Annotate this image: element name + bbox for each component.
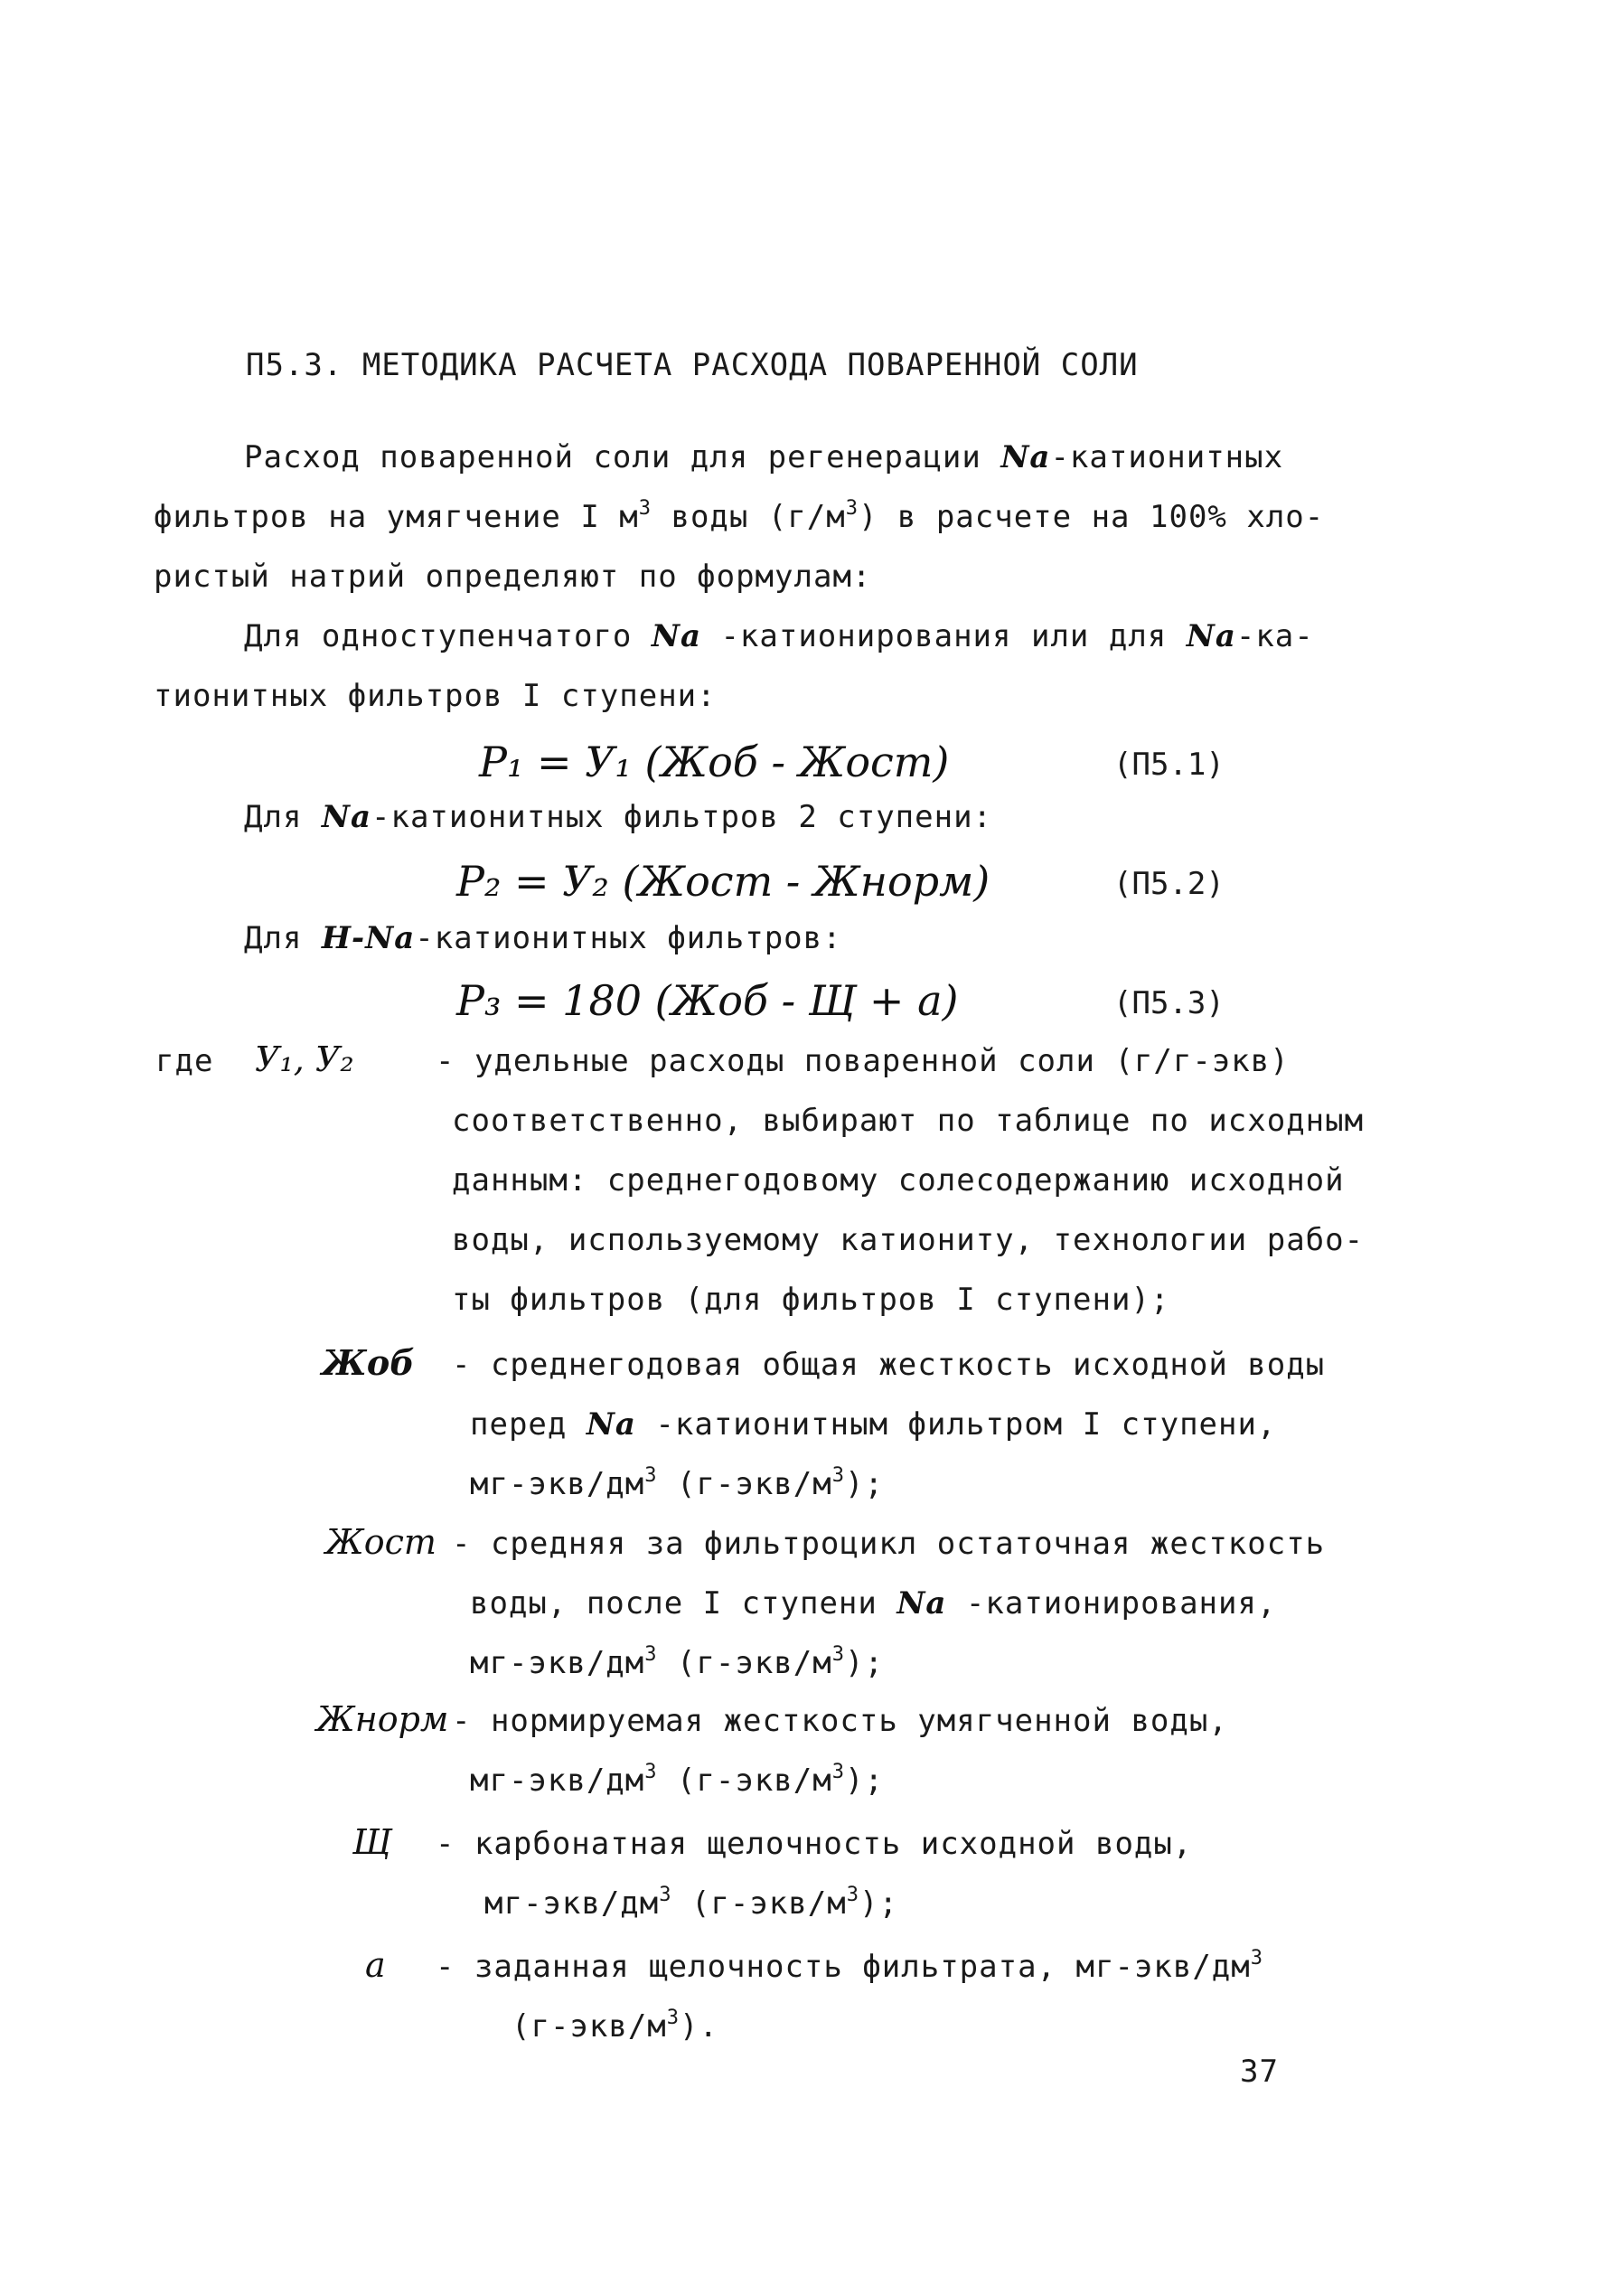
case1-line-1: Для одноступенчатого Na -катионирования или для Na-ка- xyxy=(244,618,1314,654)
definition-line: данным: среднегодовому солесодержанию исходной xyxy=(452,1162,1345,1199)
definition-line: - средняя за фильтроцикл остаточная жесткость xyxy=(452,1526,1326,1562)
na-symbol: Na xyxy=(651,618,701,654)
formula-1-number: (П5.1) xyxy=(1113,747,1225,783)
definition-line: воды, после I ступени Na -катионирования, xyxy=(470,1585,1277,1622)
na-symbol: Na xyxy=(1186,618,1236,654)
units-line: $мг-экв/дм^3$ $(г-экв/м^3)$; xyxy=(470,1464,884,1502)
na-symbol: Na xyxy=(1000,439,1051,475)
definition-line: - удельные расходы поваренной соли (г/г-экв) xyxy=(436,1043,1290,1079)
definition-line: соответственно, выбирают по таблице по исходным xyxy=(452,1103,1365,1139)
intro-line-1: Расход поваренной соли для регенерации Na-катионитных xyxy=(244,439,1284,475)
units-line: $мг-экв/дм^3$ $(г-экв/м^3)$; xyxy=(470,1761,884,1799)
formula-3: P₃ = 180 (Жоб - Щ + a) xyxy=(456,976,959,1025)
alkalinity-symbol: Щ xyxy=(352,1822,392,1862)
page-number: 37 xyxy=(1240,2054,1279,2090)
units-line: $(г-экв/м^3)$. xyxy=(512,2007,718,2045)
definition-line: воды, используемому катиониту, технологии рабо- xyxy=(452,1222,1365,1258)
definition-line: - карбонатная щелочность исходной воды, xyxy=(436,1826,1193,1862)
case1-line-2: тионитных фильтров I ступени: xyxy=(154,678,717,714)
definition-line: ты фильтров (для фильтров I ступени); xyxy=(452,1282,1170,1318)
na-symbol: Na xyxy=(586,1406,636,1443)
case2-line: Для Na-катионитных фильтров 2 ступени: xyxy=(244,799,993,835)
normative-hardness-symbol: Жнорм xyxy=(316,1699,449,1739)
specific-consumption-symbol: У₁, У₂ xyxy=(255,1039,354,1079)
filtrate-alkalinity-symbol: a xyxy=(365,1945,386,1985)
intro-line-3: ристый натрий определяют по формулам: xyxy=(154,559,872,595)
total-hardness-symbol: Жоб xyxy=(322,1342,415,1383)
formula-2: P₂ = У₂ (Жост - Жнорм) xyxy=(456,857,990,906)
where-label: где xyxy=(155,1043,214,1079)
residual-hardness-symbol: Жост xyxy=(325,1522,437,1562)
h-na-symbol: H-Na xyxy=(321,920,416,956)
intro-line-2: фильтров на умягчение I $м^3$ воды $(г/м^3)$ в расчете на 100% хло- xyxy=(154,497,1325,535)
section-heading: П5.3. МЕТОДИКА РАСЧЕТА РАСХОДА ПОВАРЕННОЙ СОЛИ xyxy=(246,347,1139,383)
definition-line: перед Na -катионитным фильтром I ступени, xyxy=(470,1406,1277,1443)
definition-line: - заданная щелочность фильтрата, $мг-экв/дм^3$ xyxy=(436,1947,1263,1985)
case3-line: Для H-Na-катионитных фильтров: xyxy=(244,920,842,956)
na-symbol: Na xyxy=(321,799,371,835)
units-line: $мг-экв/дм^3$ $(г-экв/м^3)$; xyxy=(470,1643,884,1681)
formula-3-number: (П5.3) xyxy=(1113,985,1225,1021)
formula-1: P₁ = У₁ (Жоб - Жост) xyxy=(479,738,950,786)
units-line: $мг-экв/дм^3$ $(г-экв/м^3)$; xyxy=(484,1884,898,1922)
formula-2-number: (П5.2) xyxy=(1113,866,1225,902)
definition-line: - среднегодовая общая жесткость исходной воды xyxy=(452,1347,1326,1383)
na-symbol: Na xyxy=(896,1585,947,1622)
definition-line: - нормируемая жесткость умягченной воды, xyxy=(452,1703,1228,1739)
